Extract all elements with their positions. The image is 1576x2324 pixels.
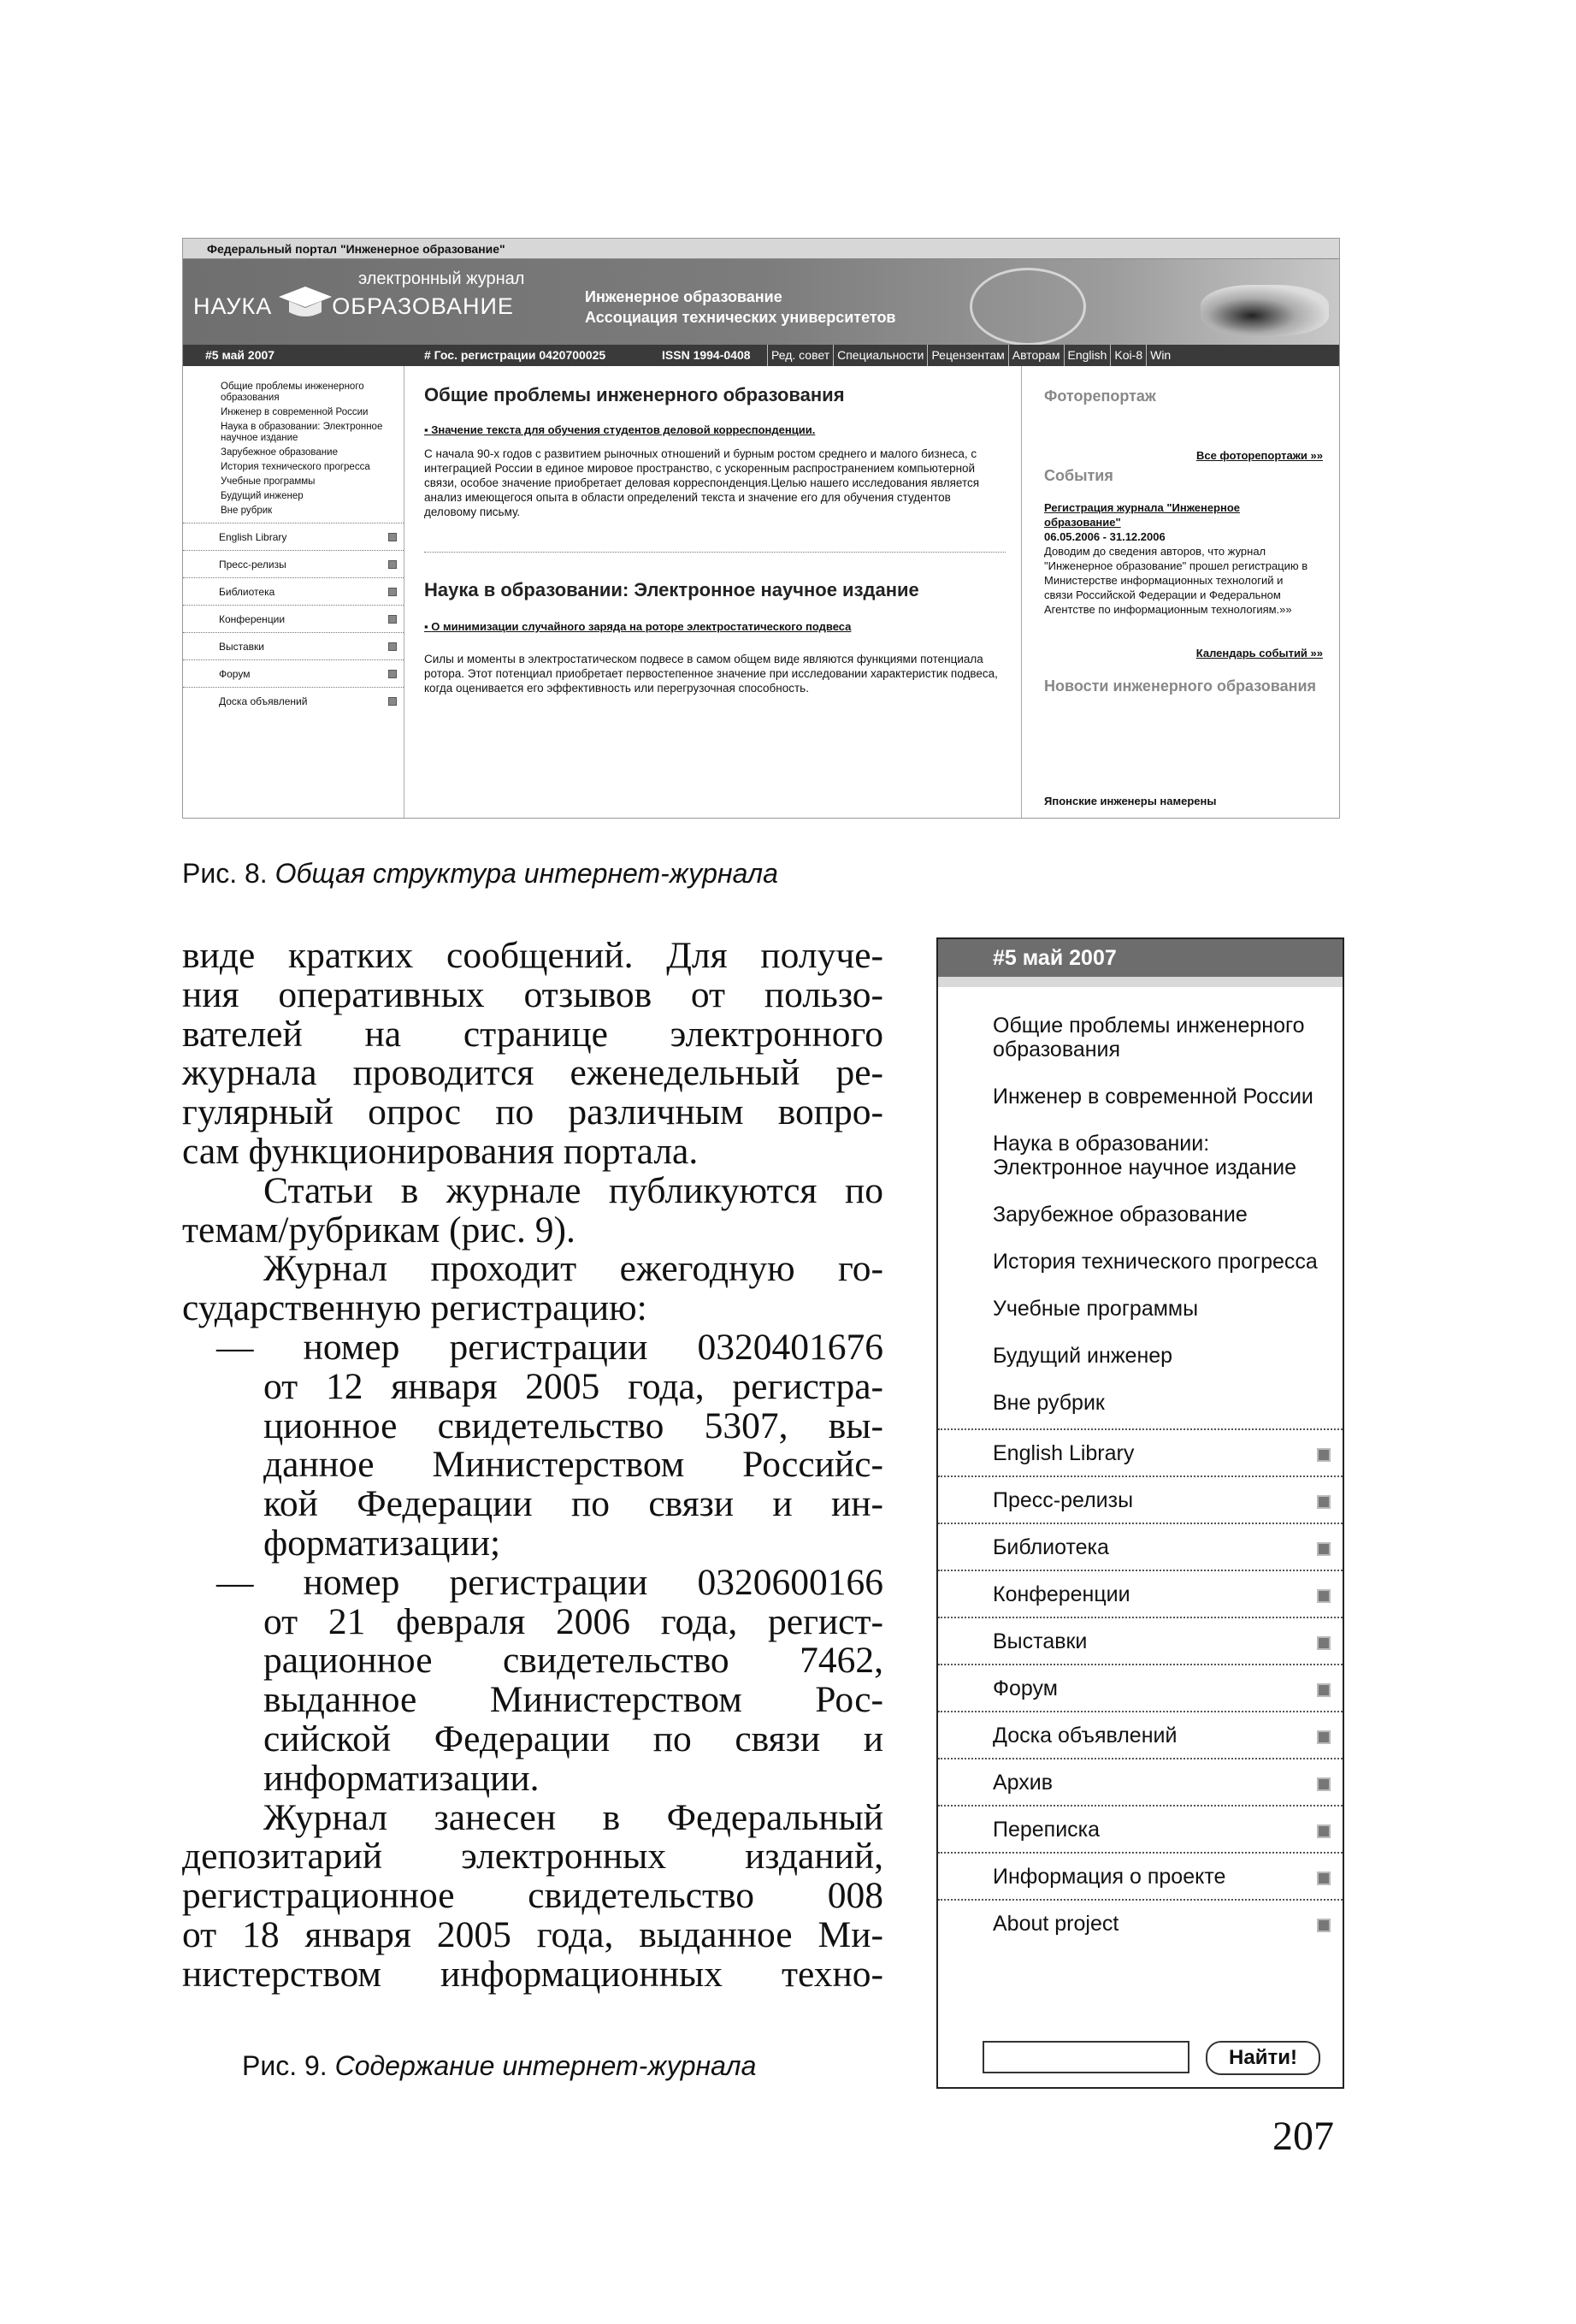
text-line: ния оперативных отзывов от пользо- — [182, 973, 883, 1015]
news-heading: Новости инженерного образования — [1044, 677, 1317, 695]
body-text — [182, 937, 883, 1995]
text-line: журнала проводится еженедельный ре- — [182, 1052, 883, 1094]
sidebar-block-label: Форум — [219, 668, 251, 680]
menu-block[interactable] — [938, 1711, 1343, 1758]
portal-title: Федеральный портал "Инженерное образование" — [183, 239, 1339, 259]
article-excerpt: С начала 90-х годов с развитием рыночных отношений и бурным ростом среднего и малого бизнеса, с интеграцией России в единое мировое пространство, с ускоренным распространением компьютерной связи, особое значение приобретает деловая корреспонденция.Целью нашего исследования является анализ имеющегося опыта в области определений текста и значение его для обучения студентов деловому письму. — [424, 447, 980, 518]
site-banner — [183, 259, 1339, 345]
menu-topic[interactable]: Учебные программы — [993, 1297, 1199, 1321]
square-bullet-icon — [1317, 1730, 1331, 1744]
square-bullet-icon — [1317, 1448, 1331, 1462]
sidebar-topic[interactable]: Инженер в современной России — [221, 407, 369, 417]
text-line: выданное Министерством Рос- — [263, 1679, 883, 1721]
sidebar-block-label: Библиотека — [219, 586, 275, 598]
banner-title — [585, 287, 896, 328]
photo-heading: Фоторепортаж — [1044, 387, 1156, 405]
text-line: — номер регистрации 0320600166 — [216, 1561, 883, 1603]
square-bullet-icon — [388, 533, 397, 541]
text-line: депозитарий электронных изданий, — [182, 1836, 883, 1878]
menu-block-label: Выставки — [993, 1629, 1088, 1653]
square-bullet-icon — [1317, 1636, 1331, 1650]
news-item[interactable]: Японские инженеры намерены — [1044, 795, 1217, 807]
logo-word-1: НАУКА — [193, 293, 273, 319]
text-line: вателей на странице электронного — [182, 1013, 883, 1055]
square-bullet-icon — [1317, 1872, 1331, 1885]
search-input[interactable] — [983, 2041, 1189, 2073]
caption-title: Содержание интернет-журнала — [334, 2050, 757, 2081]
square-bullet-icon — [388, 697, 397, 706]
menu-topic[interactable]: Общие проблемы инженерного образования — [993, 1014, 1305, 1061]
registration-label: # Гос. регистрации 0420700025 — [424, 348, 606, 362]
sidebar-topic[interactable]: Будущий инженер — [221, 491, 304, 501]
menu-block-label: Архив — [993, 1771, 1054, 1795]
menu-block-label: Пресс-релизы — [993, 1488, 1134, 1512]
sidebar-block[interactable] — [183, 632, 404, 659]
nav-link[interactable]: Специальности — [833, 345, 927, 366]
menu-block[interactable] — [938, 1428, 1343, 1475]
menu-block[interactable] — [938, 1475, 1343, 1523]
page-number: 207 — [1272, 2114, 1334, 2159]
section-title: Общие проблемы инженерного образования — [424, 384, 845, 405]
sidebar-block[interactable] — [183, 550, 404, 577]
text-line: ционное свидетельство 5307, вы- — [263, 1404, 883, 1446]
banner-eye-image — [1201, 285, 1329, 336]
sidebar-topic[interactable]: Зарубежное образование — [221, 447, 338, 458]
event-dates: 06.05.2006 - 31.12.2006 — [1044, 530, 1166, 543]
square-bullet-icon — [388, 670, 397, 678]
menu-block[interactable] — [938, 1805, 1343, 1852]
menu-block[interactable] — [938, 1758, 1343, 1805]
caption-prefix: Рис. 9. — [242, 2050, 335, 2081]
menu-topic[interactable]: Наука в образовании: Электронное научное издание — [993, 1132, 1297, 1180]
left-sidebar — [183, 366, 404, 819]
square-bullet-icon — [1317, 1589, 1331, 1603]
issue-header: #5 май 2007 — [938, 939, 1343, 987]
caption-prefix: Рис. 8. — [182, 858, 275, 889]
text-line: нистерством информационных техно- — [182, 1953, 883, 1995]
sidebar-topic[interactable]: Учебные программы — [221, 476, 316, 487]
nav-link[interactable]: Авторам — [1008, 345, 1064, 366]
menu-topic[interactable]: Будущий инженер — [993, 1344, 1173, 1368]
issue-label: #5 май 2007 — [205, 348, 275, 362]
sidebar-block-label: Пресс-релизы — [219, 559, 286, 571]
text-line: форматизации; — [263, 1522, 501, 1564]
text-line: — номер регистрации 0320401676 — [216, 1326, 883, 1368]
sidebar-block-label: Выставки — [219, 641, 264, 653]
banner-line-1: Инженерное образование — [585, 288, 782, 305]
square-bullet-icon — [388, 615, 397, 624]
sidebar-block[interactable] — [183, 605, 404, 632]
article-link[interactable]: ▪ О минимизации случайного заряда на роторе электростатического подвеса — [424, 620, 1006, 633]
menu-block[interactable] — [938, 1852, 1343, 1899]
sidebar-topic[interactable]: История технического прогресса — [221, 462, 370, 472]
site-logo[interactable] — [193, 293, 514, 320]
sidebar-block[interactable] — [183, 523, 404, 550]
text-line: темам/рубрикам (рис. 9). — [182, 1209, 576, 1251]
sidebar-topic[interactable]: Вне рубрик — [221, 506, 273, 516]
main-content — [424, 384, 1006, 695]
square-bullet-icon — [1317, 1777, 1331, 1791]
menu-block[interactable] — [938, 1664, 1343, 1711]
text-line: от 12 января 2005 года, регистра- — [263, 1365, 883, 1407]
nav-links — [767, 345, 1174, 366]
nav-link[interactable]: Koi-8 — [1110, 345, 1146, 366]
menu-block-label: About project — [993, 1912, 1119, 1936]
text-line: виде кратких сообщений. Для получе- — [182, 935, 883, 976]
menu-block[interactable] — [938, 1570, 1343, 1617]
menu-topic[interactable]: Инженер в современной России — [993, 1085, 1313, 1109]
figure-9-menu-panel — [936, 937, 1344, 2089]
banner-line-2: Ассоциация технических университетов — [585, 309, 896, 326]
text-line: от 18 января 2005 года, выданное Ми- — [182, 1913, 883, 1955]
text-line: Журнал проходит ежегодную го- — [263, 1248, 883, 1290]
right-sidebar — [1021, 366, 1340, 819]
menu-block[interactable] — [938, 1617, 1343, 1664]
text-line: Статьи в журнале публикуются по — [263, 1169, 883, 1211]
square-bullet-icon — [388, 642, 397, 651]
sidebar-topic[interactable]: Общие проблемы инженерного образования — [221, 381, 364, 403]
menu-block-label: Библиотека — [993, 1535, 1109, 1559]
figure-8-caption — [182, 858, 778, 890]
square-bullet-icon — [388, 588, 397, 596]
menu-topic[interactable]: Вне рубрик — [993, 1391, 1105, 1415]
menu-block-label: Информация о проекте — [993, 1865, 1226, 1889]
nav-link[interactable]: English — [1064, 345, 1111, 366]
sidebar-block[interactable] — [183, 659, 404, 687]
nav-link[interactable]: Win — [1146, 345, 1174, 366]
text-line: сударственную регистрацию: — [182, 1287, 647, 1329]
sidebar-block-label: Доска объявлений — [219, 695, 308, 707]
logo-subtitle: электронный журнал — [358, 269, 525, 288]
event-text: Доводим до сведения авторов, что журнал "Инженерное образование" прошел регистрацию в Министерстве информационных технологий и связи Российской Федерации и Федеральном Агентстве по информационным технологиям.»» — [1044, 545, 1308, 616]
calendar-link[interactable]: Календарь событий »» — [1195, 647, 1323, 659]
sidebar-block[interactable] — [183, 687, 404, 714]
banner-decoration — [970, 268, 1086, 345]
menu-block-label: Доска объявлений — [993, 1724, 1178, 1747]
sidebar-topic[interactable]: Наука в образовании: Электронное научное издание — [221, 422, 383, 443]
text-line: рационное свидетельство 7462, — [263, 1640, 883, 1682]
sidebar-block-label: English Library — [219, 531, 287, 543]
square-bullet-icon — [1317, 1495, 1331, 1509]
divider — [424, 552, 1006, 553]
square-bullet-icon — [388, 560, 397, 569]
figure-8-screenshot — [182, 238, 1340, 819]
photo-link[interactable]: Все фоторепортажи »» — [1195, 449, 1323, 462]
square-bullet-icon — [1317, 1683, 1331, 1697]
text-line: гулярный опрос по различным вопро- — [182, 1091, 883, 1133]
issn-label: ISSN 1994-0408 — [662, 348, 751, 362]
square-bullet-icon — [1317, 1919, 1331, 1932]
menu-block[interactable] — [938, 1899, 1343, 1946]
square-bullet-icon — [1317, 1824, 1331, 1838]
events-heading: События — [1044, 467, 1113, 484]
article-link[interactable]: ▪ Значение текста для обучения студентов деловой корреспонденции. — [424, 423, 1006, 436]
menu-block[interactable] — [938, 1523, 1343, 1570]
event-link[interactable]: Регистрация журнала "Инженерное образование" — [1044, 501, 1241, 529]
nav-link[interactable]: Ред. совет — [767, 345, 833, 366]
menu-topic[interactable]: Зарубежное образование — [993, 1203, 1248, 1227]
text-line: кой Федерации по связи и ин- — [263, 1483, 883, 1525]
find-button[interactable]: Найти! — [1206, 2041, 1320, 2075]
article-excerpt: Силы и моменты в электростатическом подвесе в самом общем виде являются функциями потенциала ротора. Этот потенциал приобретает первостепенное значение при исследовании характеристик подвеса, когда оценивается его эффективность или перегрузочная способность. — [424, 653, 998, 695]
square-bullet-icon — [1317, 1542, 1331, 1556]
menu-block-label: Переписка — [993, 1818, 1101, 1842]
sidebar-block[interactable] — [183, 577, 404, 605]
nav-link[interactable]: Рецензентам — [927, 345, 1007, 366]
text-line: сийской Федерации по связи и — [263, 1718, 883, 1759]
sidebar-block-label: Конференции — [219, 613, 286, 625]
menu-block-label: Конференции — [993, 1582, 1130, 1606]
menu-block-label: Форум — [993, 1676, 1058, 1700]
section-title: Наука в образовании: Электронное научное издание — [424, 579, 919, 600]
text-line: от 21 февраля 2006 года, регист- — [263, 1600, 883, 1642]
text-line: данное Министерством Российс- — [263, 1444, 883, 1486]
menu-block-label: English Library — [993, 1441, 1135, 1465]
logo-word-2: ОБРАЗОВАНИЕ — [332, 293, 514, 319]
text-line: регистрационное свидетельство 008 — [182, 1875, 883, 1917]
top-navbar — [183, 345, 1339, 366]
text-line: информатизации. — [263, 1757, 540, 1799]
text-line: сам функционирования портала. — [182, 1130, 699, 1172]
menu-topic[interactable]: История технического прогресса — [993, 1250, 1318, 1274]
text-line: Журнал занесен в Федеральный — [263, 1796, 883, 1838]
figure-9-caption — [242, 2050, 756, 2082]
caption-title: Общая структура интернет-журнала — [274, 858, 778, 889]
